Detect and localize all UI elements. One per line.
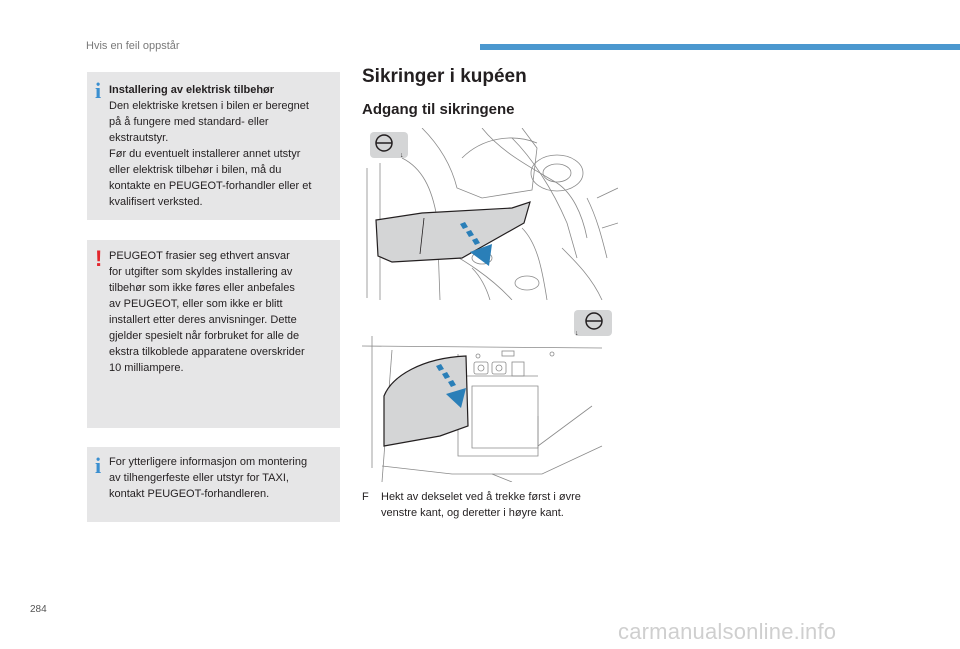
text-line: kvalifisert verksted. (109, 196, 203, 208)
info-box-electrical-accessories (87, 72, 340, 220)
text-line: 10 milliampere. (109, 362, 184, 374)
watermark: carmanualsonline.info (618, 619, 837, 644)
text-line: for utgifter som skyldes installering av (109, 266, 293, 278)
chapter-bar (480, 44, 960, 50)
info-box-text (109, 454, 330, 502)
svg-text:↓: ↓ (400, 152, 404, 159)
info-box-title: Installering av elektrisk tilbehør (109, 84, 275, 96)
info-box-towbar (87, 447, 340, 522)
page-number: 284 (30, 604, 47, 615)
caption-text (381, 489, 581, 521)
fuse-cover-illustration (362, 306, 618, 482)
text-line: gjelder spesielt når forbruket for alle de (109, 330, 300, 342)
section-subheading: Adgang til sikringene (362, 101, 515, 118)
text-line: Den elektriske kretsen i bilen er beregnet (109, 100, 309, 112)
text-line: For ytterligere informasjon om montering (109, 456, 308, 468)
bullet-arrow: F (362, 491, 369, 503)
steering-wheel-icon (370, 132, 408, 159)
warning-box-liability (87, 240, 340, 428)
info-icon: i (95, 453, 102, 478)
text-line: venstre kant, og deretter i høyre kant. (381, 507, 564, 519)
text-line: av PEUGEOT, eller som ikke er blitt (109, 298, 283, 310)
text-line: eller elektrisk tilbehør i bilen, må du (109, 164, 282, 176)
text-line: ekstrautstyr. (109, 132, 169, 144)
text-line: kontakte en PEUGEOT-forhandler eller et (109, 180, 312, 192)
steering-wheel-icon (574, 310, 612, 337)
text-line: på å fungere med standard- eller (109, 116, 269, 128)
text-line: av tilhengerfeste eller utstyr for TAXI, (109, 472, 289, 484)
text-line: ekstra tilkoblede apparatene overskrider (109, 346, 305, 358)
info-box-text (109, 82, 330, 210)
info-icon: i (95, 78, 102, 103)
text-line: installert etter deres anvisninger. Dette (109, 314, 297, 326)
chapter-title: Hvis en feil oppstår (86, 40, 180, 52)
text-line: Hekt av dekselet ved å trekke først i øvre (381, 491, 581, 503)
text-line: kontakt PEUGEOT-forhandleren. (109, 488, 270, 500)
svg-text:↓: ↓ (575, 330, 579, 337)
text-line: PEUGEOT frasier seg ethvert ansvar (109, 250, 290, 262)
text-line: tilbehør som ikke føres eller anbefales (109, 282, 295, 294)
section-heading: Sikringer i kupéen (362, 66, 527, 87)
warning-box-text (109, 248, 330, 376)
warning-icon: ! (95, 246, 103, 271)
dashboard-illustration (362, 128, 618, 300)
text-line: Før du eventuelt installerer annet utstyr (109, 148, 301, 160)
